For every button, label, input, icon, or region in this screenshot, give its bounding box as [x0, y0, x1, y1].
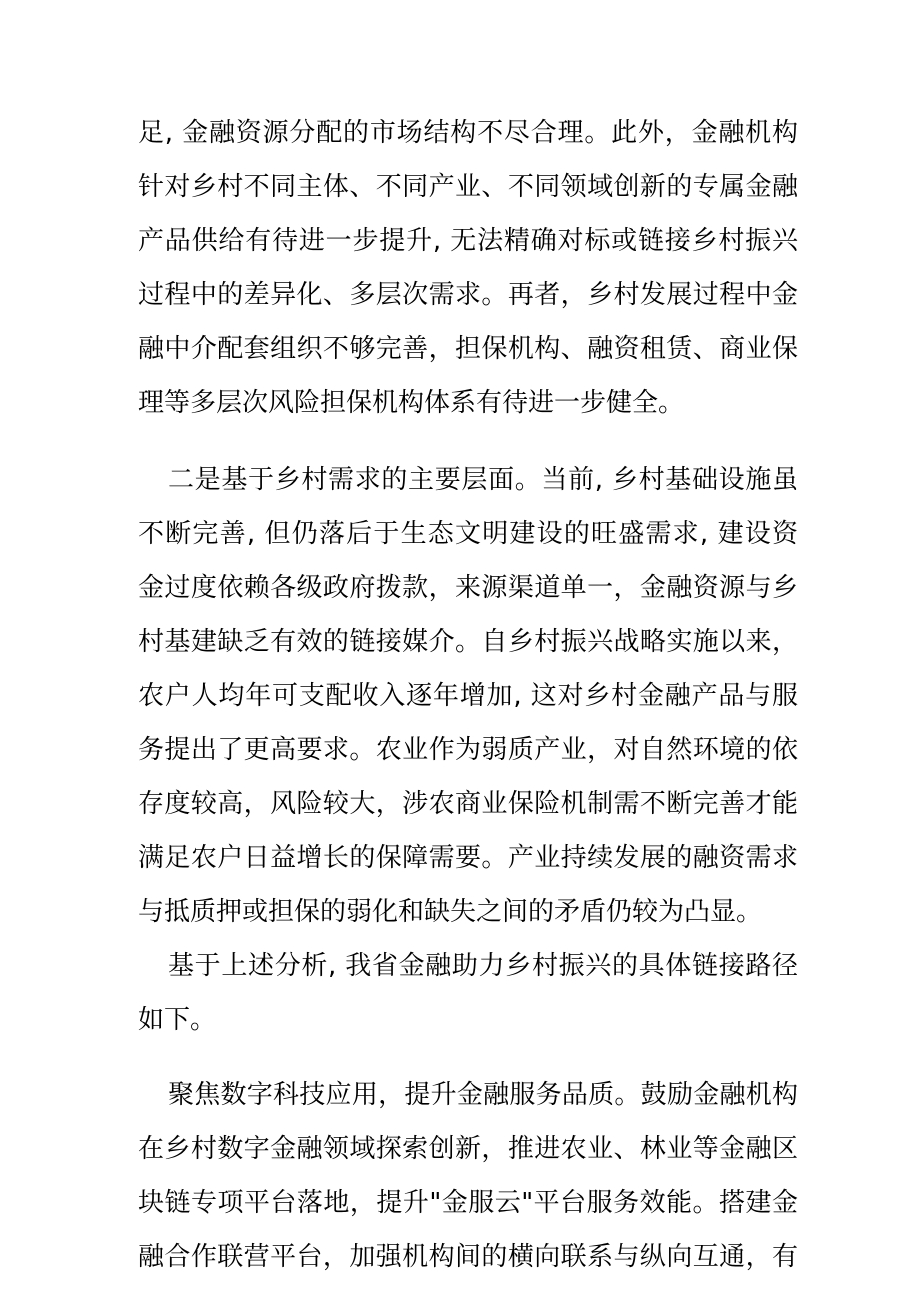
paragraph-4-line-4: 融合作联营平台，加强机构间的横向联系与纵向互通，有 — [138, 1242, 798, 1272]
paragraph-4-line-3: 块链专项平台落地，提升"金服云"平台服务效能。搭建金 — [138, 1188, 798, 1218]
paragraph-2-line-7: 存度较高，风险较大，涉农商业保险机制需不断完善才能 — [138, 789, 798, 819]
paragraph-1-line-6: 理等多层次风险担保机构体系有待进一步健全。 — [138, 388, 685, 418]
paragraph-2-line-3: 金过度依赖各级政府拨款，来源渠道单一，金融资源与乡 — [138, 573, 798, 603]
paragraph-3-line-2: 如下。 — [138, 1005, 217, 1035]
paragraph-1-line-3: 产品供给有待进一步提升, 无法精确对标或链接乡村振兴 — [138, 226, 798, 256]
paragraph-2-line-2: 不断完善, 但仍落后于生态文明建设的旺盛需求, 建设资 — [138, 519, 798, 549]
paragraph-2-line-6: 务提出了更高要求。农业作为弱质产业，对自然环境的依 — [138, 735, 798, 765]
paragraph-4-line-1: 聚焦数字科技应用，提升金融服务品质。鼓励金融机构 — [168, 1080, 798, 1110]
paragraph-1-line-5: 融中介配套组织不够完善，担保机构、融资租赁、商业保 — [138, 334, 798, 364]
paragraph-2-line-1: 二是基于乡村需求的主要层面。当前, 乡村基础设施虽 — [168, 465, 798, 495]
paragraph-1-line-1: 足, 金融资源分配的市场结构不尽合理。此外，金融机构 — [138, 118, 798, 148]
paragraph-3-line-1: 基于上述分析, 我省金融助力乡村振兴的具体链接路径 — [168, 951, 798, 981]
paragraph-1-line-2: 针对乡村不同主体、不同产业、不同领域创新的专属金融 — [138, 172, 798, 202]
paragraph-4-line-2: 在乡村数字金融领域探索创新，推进农业、林业等金融区 — [138, 1134, 798, 1164]
paragraph-2-line-8: 满足农户日益增长的保障需要。产业持续发展的融资需求 — [138, 843, 798, 873]
paragraph-1-line-4: 过程中的差异化、多层次需求。再者，乡村发展过程中金 — [138, 280, 798, 310]
paragraph-2-line-9: 与抵质押或担保的弱化和缺失之间的矛盾仍较为凸显。 — [138, 897, 763, 927]
paragraph-2-line-5: 农户人均年可支配收入逐年增加, 这对乡村金融产品与服 — [138, 681, 798, 711]
paragraph-2-line-4: 村基建缺乏有效的链接媒介。自乡村振兴战略实施以来， — [138, 627, 798, 657]
